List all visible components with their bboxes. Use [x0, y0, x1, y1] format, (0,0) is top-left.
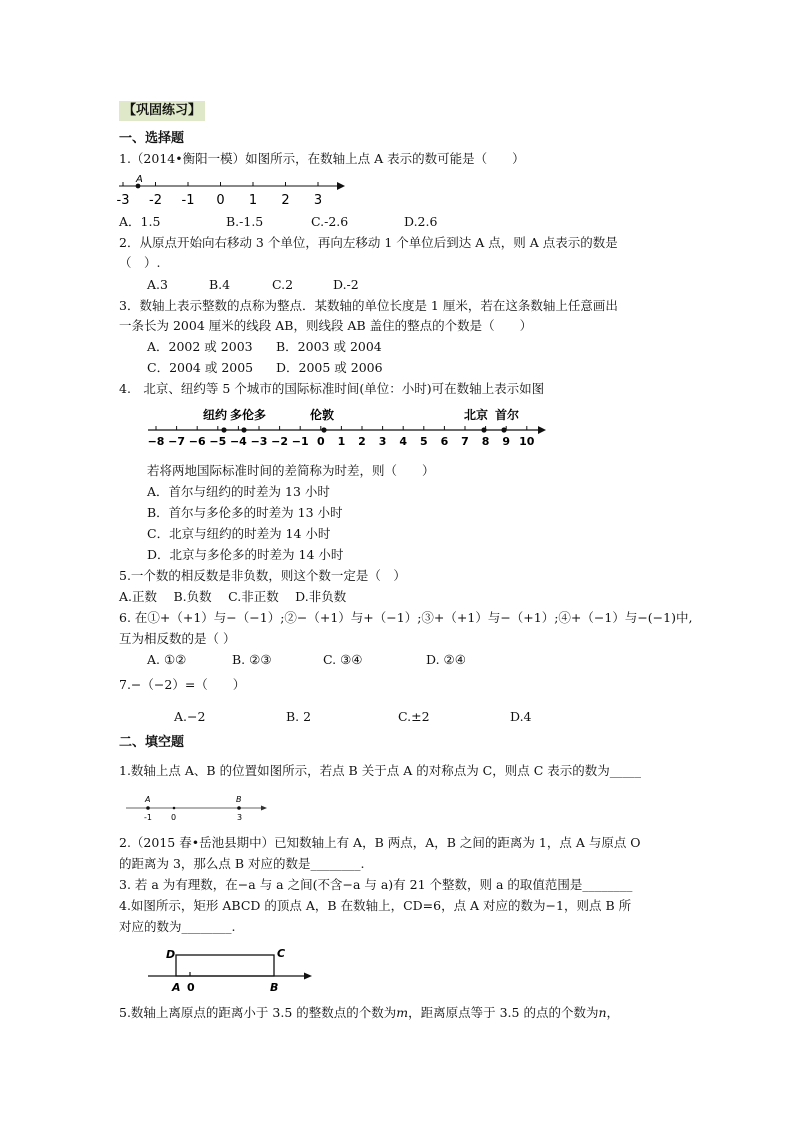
- f1-point-a: [146, 806, 150, 810]
- q3-option-b: B．2003 或 2004: [276, 339, 382, 354]
- q4-label-london: 伦敦: [310, 408, 335, 422]
- f1-point-b: [237, 806, 241, 810]
- q4-axis-tick-label: −2: [271, 435, 289, 448]
- q6-option-c: C. ③④: [323, 652, 363, 667]
- q4-time-number-line: [146, 405, 546, 451]
- q3-option-c: C．2004 或 2005: [147, 360, 254, 375]
- q4-axis-tick-label: 9: [502, 435, 511, 448]
- q1-option-b: B.-1.5: [226, 214, 264, 229]
- q4-axis-tick-label: 3: [378, 435, 387, 448]
- f4-label-o: 0: [187, 981, 195, 994]
- q7-stem: 7.−（−2）=（ ）: [119, 677, 246, 692]
- q4-axis-tick-label: −8: [147, 435, 165, 448]
- f4-label-d: D: [166, 948, 176, 961]
- f1-point-a-label: A: [145, 795, 151, 804]
- q2-option-b: B.4: [209, 277, 231, 292]
- f5-stem-part-b: ，距离原点等于 3.5 的点的个数为: [408, 1005, 599, 1020]
- f4-rectangle-figure: [146, 942, 316, 994]
- q4-label-toronto: 多伦多: [230, 408, 267, 422]
- q4-option-d: D．北京与多伦多的时差为 14 小时: [147, 547, 344, 562]
- q4-axis-tick-label: 8: [481, 435, 490, 448]
- q7-option-a: A.−2: [174, 709, 206, 724]
- q6-option-b: B. ②③: [232, 652, 272, 667]
- q4-axis-tick-label: 0: [316, 435, 325, 448]
- q1-axis-tick-label: 2: [281, 193, 290, 208]
- q4-axis-tick-label: 1: [337, 435, 346, 448]
- q4-axis-tick-label: −1: [291, 435, 309, 448]
- q1-option-d: D.2.6: [404, 214, 438, 229]
- q4-label-beijing: 北京: [464, 408, 489, 422]
- q4-axis-tick-label: 5: [419, 435, 428, 448]
- q5-options: A.正数 B.负数 C.非正数 D.非负数: [119, 589, 347, 604]
- q2-option-a: A.3: [147, 277, 168, 292]
- f1-number-line: [124, 795, 269, 825]
- q4-label-seoul: 首尔: [495, 408, 520, 422]
- q4-point-beijing: [481, 427, 486, 432]
- f4-stem-line2: 对应的数为________.: [119, 919, 236, 934]
- q1-option-a: A．1.5: [119, 214, 161, 229]
- q1-axis-tick-label: 0: [216, 193, 225, 208]
- q7-option-b: B. 2: [286, 709, 312, 724]
- q4-stem: 4. 北京、纽约等 5 个城市的国际标准时间(单位：小时)可在数轴上表示如图: [119, 381, 545, 396]
- q4-axis-tick-label: 6: [440, 435, 449, 448]
- q1-option-c: C.-2.6: [311, 214, 349, 229]
- q1-axis-tick-label: 1: [248, 193, 258, 208]
- q1-axis-tick-label: -2: [149, 193, 162, 208]
- f1-tick-o: 0: [171, 813, 177, 822]
- f5-var-m: m: [396, 1005, 409, 1020]
- q4-label-newyork: 纽约: [203, 408, 228, 422]
- f1-point-b-label: B: [236, 795, 242, 804]
- q4-point-toronto: [241, 427, 246, 432]
- f5-stem-part-a: 5.数轴上离原点的距离小于 3.5 的整数点的个数为: [119, 1005, 397, 1020]
- q1-axis-tick-label: 3: [313, 193, 323, 208]
- q4-option-c: C．北京与纽约的时差为 14 小时: [147, 526, 331, 541]
- q4-point-london: [321, 427, 326, 432]
- q3-option-d: D．2005 或 2006: [276, 360, 383, 375]
- f2-stem-line1: 2.（2015 春•岳池县期中）已知数轴上有 A，B 两点，A，B 之间的距离为 1，点 A 与原点 O: [119, 835, 641, 850]
- q2-stem-line2: （ ）.: [119, 255, 161, 270]
- f1-tick-a: -1: [144, 813, 152, 822]
- q6-option-a: A. ①②: [147, 652, 187, 667]
- f5-stem-part-c: ，: [606, 1005, 620, 1020]
- q4-axis-tick-label: 2: [358, 435, 366, 448]
- q4-point-newyork: [221, 427, 226, 432]
- q6-stem-line1: 6. 在①+（+1）与−（−1）;②−（+1）与+（−1）;③+（+1）与−（+1）;④+（−1）与−(−1)中,: [119, 610, 693, 625]
- q1-axis-tick-label: -1: [181, 193, 195, 208]
- q4-axis-tick-label: −3: [250, 435, 268, 448]
- q1-stem: 1.（2014•衡阳一模）如图所示，在数轴上点 A 表示的数可能是（ ）: [119, 151, 525, 166]
- q7-option-c: C.±2: [398, 709, 430, 724]
- q4-option-a: A．首尔与纽约的时差为 13 小时: [147, 484, 330, 499]
- f5-stem: [119, 1005, 619, 1021]
- q4-axis-tick-label: −5: [209, 435, 227, 448]
- q1-axis-tick-label: -3: [116, 193, 130, 208]
- q4-axis-tick-label: −4: [229, 435, 247, 448]
- q4-axis-tick-label: 10: [519, 435, 535, 448]
- q1-point-label: A: [136, 174, 143, 185]
- q4-stem2: 若将两地国际标准时间的差简称为时差，则（ ）: [147, 463, 435, 478]
- f1-tick-b: 3: [237, 813, 243, 822]
- f2-stem-line2: 的距离为 3，那么点 B 对应的数是________.: [119, 856, 365, 871]
- q2-option-c: C.2: [272, 277, 294, 292]
- f1-stem: 1.数轴上点 A、B 的位置如图所示，若点 B 关于点 A 的对称点为 C，则点 C 表示的数为_____: [119, 763, 641, 778]
- q4-axis-tick-label: 4: [399, 435, 408, 448]
- q1-number-line: [115, 172, 345, 208]
- q2-option-d: D.-2: [333, 277, 359, 292]
- q2-stem-line1: 2．从原点开始向右移动 3 个单位，再向左移动 1 个单位后到达 A 点，则 A 点表示的数是: [119, 235, 618, 250]
- f4-stem-line1: 4.如图所示，矩形 ABCD 的顶点 A，B 在数轴上，CD=6，点 A 对应的数为−1，则点 B 所: [119, 898, 632, 913]
- q4-axis-tick-label: −7: [168, 435, 186, 448]
- f4-label-c: C: [277, 947, 286, 960]
- section-choice-title: 一、选择题: [119, 131, 185, 146]
- q7-option-d: D.4: [510, 709, 532, 724]
- f1-point-o: [173, 807, 176, 810]
- q4-point-seoul: [501, 427, 506, 432]
- q3-stem-line1: 3．数轴上表示整数的点称为整点．某数轴的单位长度是 1 厘米，若在这条数轴上任意画出: [119, 298, 618, 313]
- section-badge: 【巩固练习】: [119, 101, 205, 121]
- section-fill-title: 二、填空题: [119, 735, 185, 750]
- q4-axis-tick-label: 7: [461, 435, 469, 448]
- q4-option-b: B．首尔与多伦多的时差为 13 小时: [147, 505, 343, 520]
- q6-stem-line2: 互为相反数的是（ ）: [119, 631, 236, 646]
- q3-option-a: A．2002 或 2003: [147, 339, 253, 354]
- f5-var-n: n: [598, 1005, 607, 1020]
- q6-option-d: D. ②④: [426, 652, 466, 667]
- f4-label-b: B: [270, 981, 279, 994]
- q5-stem: 5.一个数的相反数是非负数，则这个数一定是（ ）: [119, 568, 406, 583]
- q3-stem-line2: 一条长为 2004 厘米的线段 AB，则线段 AB 盖住的整点的个数是（ ）: [119, 318, 533, 333]
- f4-rectangle: [176, 955, 274, 976]
- q4-axis-tick-label: −6: [188, 435, 206, 448]
- f3-stem: 3. 若 a 为有理数，在−a 与 a 之间(不含−a 与 a)有 21 个整数，则 a 的取值范围是________: [119, 877, 633, 892]
- f4-label-a: A: [172, 981, 181, 994]
